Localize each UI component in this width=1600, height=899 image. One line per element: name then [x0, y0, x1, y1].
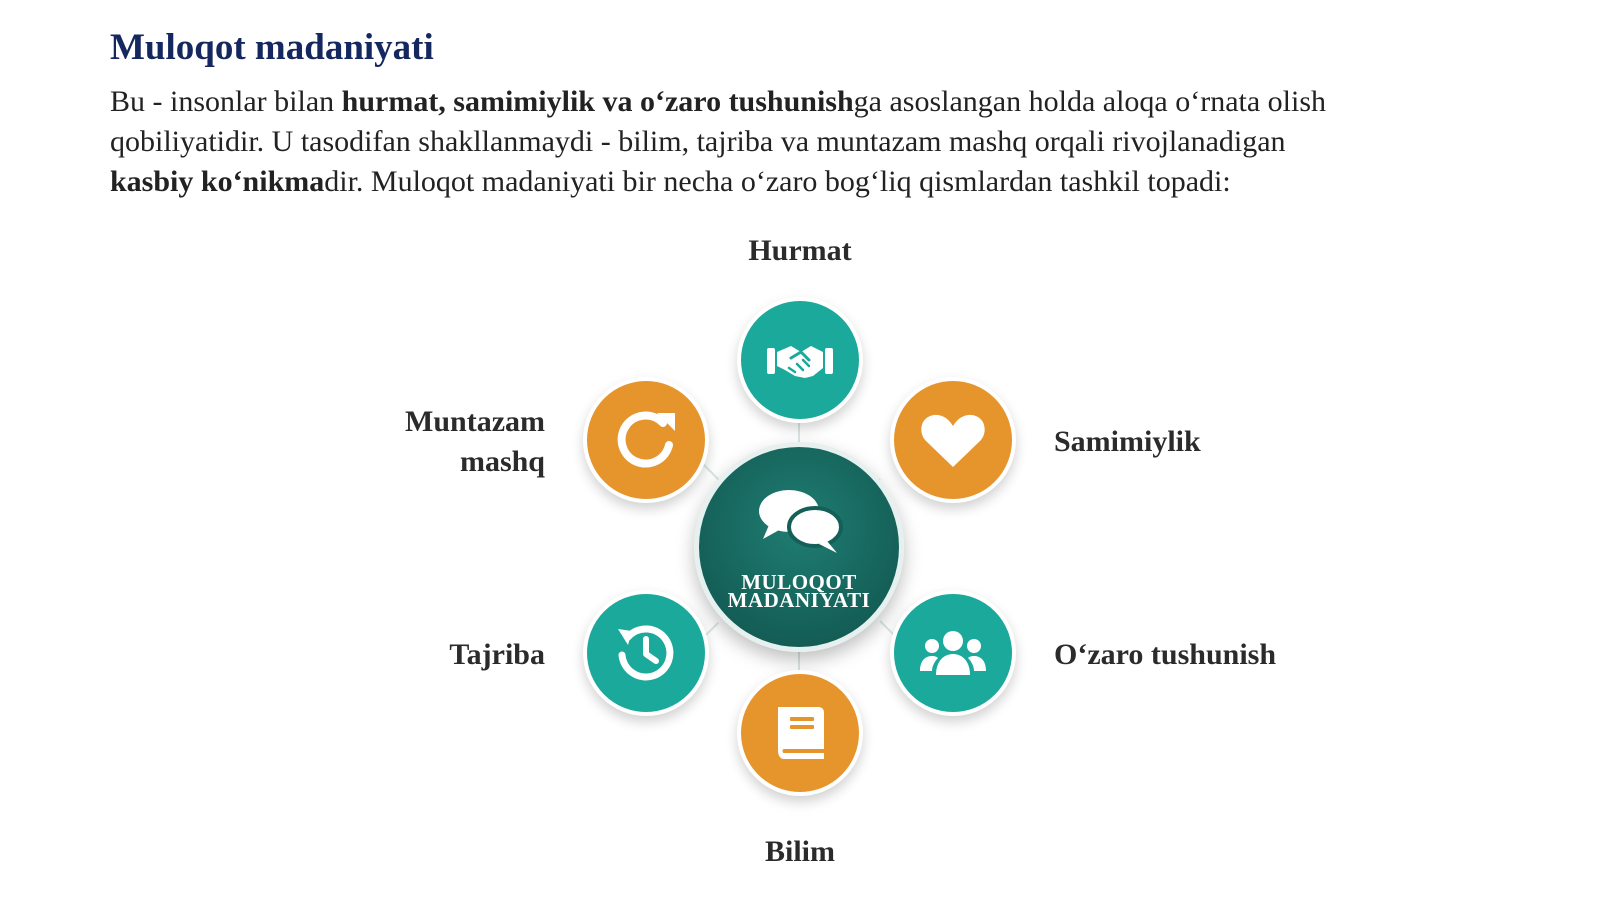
center-hub: [694, 442, 904, 652]
node-bilim: [737, 670, 863, 796]
paragraph-text: ga asoslangan holda aloqa o‘rnata olish: [853, 85, 1327, 118]
group-icon: [918, 629, 988, 677]
handshake-icon: [765, 338, 835, 382]
page-title: Muloqot madaniyati: [110, 27, 434, 68]
label-line-2: mashq: [459, 445, 545, 478]
node-samimiylik: [890, 377, 1016, 503]
node-muntazam-mashq: [583, 377, 709, 503]
label-tajriba: Tajriba: [449, 638, 545, 671]
node-hurmat: [737, 297, 863, 423]
hub-label-line-2: MADANIYATI: [727, 588, 871, 612]
heart-icon: [920, 411, 986, 469]
label-hurmat: Hurmat: [748, 234, 852, 267]
hub-label: [699, 570, 899, 612]
label-muntazam-mashq: [330, 402, 545, 482]
paragraph-emphasis: kasbiy ko‘nikma: [110, 165, 325, 198]
connector-line: [798, 651, 800, 671]
node-ozaro-tushunish: [890, 590, 1016, 716]
history-icon: [614, 621, 678, 685]
chat-bubbles-icon: [757, 487, 843, 557]
book-icon: [772, 703, 828, 763]
paragraph-emphasis: hurmat, samimiylik va o‘zaro tushunish: [341, 85, 854, 118]
paragraph-text: dir. Muloqot madaniyati bir necha o‘zaro bog‘liq qismlardan tashkil topadi:: [324, 165, 1231, 198]
refresh-icon: [613, 407, 679, 473]
paragraph-text: Bu - insonlar bilan: [110, 85, 342, 118]
label-line-1: Muntazam: [405, 405, 545, 438]
paragraph-line-2: qobiliyatidir. U tasodifan shakllanmaydi - bilim, tajriba va muntazam mashq orqali rivojlanadigan: [110, 125, 1286, 158]
node-tajriba: [583, 590, 709, 716]
hub-label-line-1: MULOQOT: [741, 570, 857, 594]
label-ozaro-tushunish: O‘zaro tushunish: [1054, 638, 1277, 671]
label-samimiylik: Samimiylik: [1054, 425, 1201, 458]
label-bilim: Bilim: [764, 835, 835, 868]
